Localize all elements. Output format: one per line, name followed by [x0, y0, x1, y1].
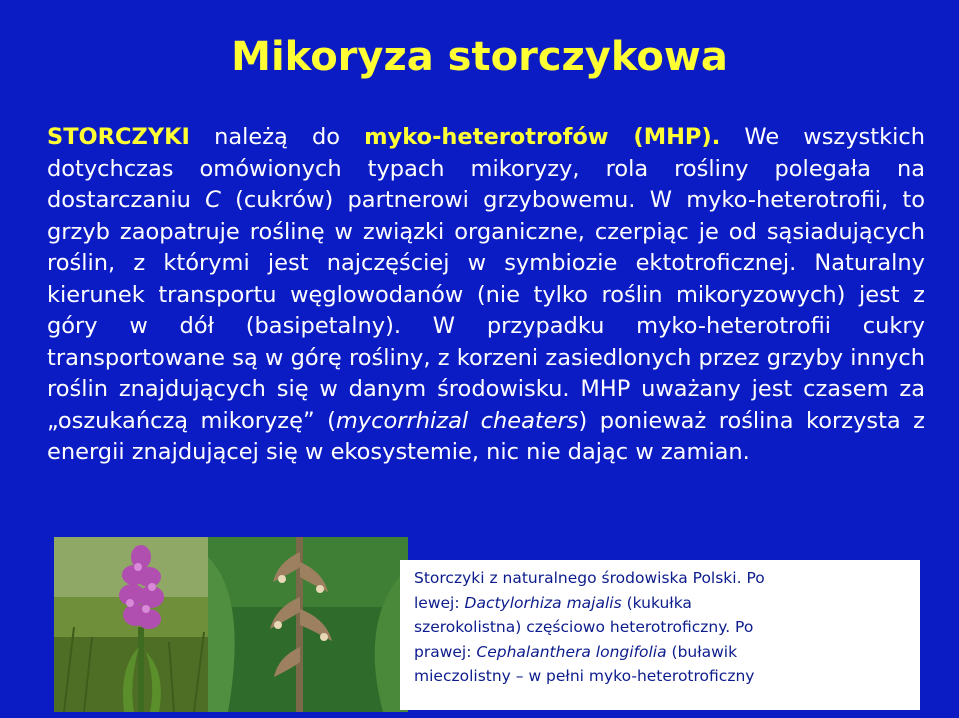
- highlight-storczyki: STORCZYKI: [47, 124, 190, 150]
- highlight-myko-heterotrofow: myko-heterotrofów (MHP).: [364, 124, 721, 150]
- italic-mycorrhizal-cheaters: mycorrhizal cheaters: [335, 407, 579, 434]
- caption-segment: (buławik mieczolistny – w pełni myko-heterotroficzny: [414, 642, 755, 685]
- caption-species-cephalanthera: Cephalanthera longifolia: [476, 642, 667, 661]
- photo-caption: [414, 566, 794, 689]
- body-paragraph: [47, 122, 925, 469]
- caption-segment: Storczyki z naturalnego środowiska Polski. Po lewej:: [414, 569, 765, 612]
- slide-title: Mikoryza storczykowa: [231, 34, 728, 80]
- text-segment: należą do: [189, 124, 365, 150]
- caption-segment: (kukułka szerokolistna) częściowo heterotroficzny. Po prawej:: [414, 593, 754, 661]
- photo-cephalanthera-longifolia: [208, 537, 408, 712]
- italic-c: C: [205, 187, 221, 213]
- caption-species-dactylorhiza: Dactylorhiza majalis: [464, 593, 622, 612]
- text-segment: We wszystkich dotychczas omówionych typach mikoryzy, rola rośliny polegała na dostarczaniu: [47, 124, 925, 213]
- text-segment: (cukrów) partnerowi grzybowemu. W myko-heterotrofii, to grzyb zaopatruje roślinę w związki organiczne, czerpiąc je od sąsiadujących roślin, z którymi jest najczęściej w symbiozie ektotroficznej. Naturalny kierunek transportu węglowodanów (nie tylko roślin mikoryzowych) jest z góry w dół (basipetalny). W przypadku myko-heterotrofii cukry transportowane są w górę rośliny, z korzeni zasiedlonych przez grzyby innych roślin znajdujących się w danym środowisku. MHP uważany jest czasem za „oszukańczą mikoryzę” (: [47, 187, 925, 434]
- text-segment: ) ponieważ roślina korzysta z energii znajdującej się w ekosystemie, nic nie dając w zamian.: [47, 407, 925, 465]
- photo-dactylorhiza-majalis: [54, 537, 230, 712]
